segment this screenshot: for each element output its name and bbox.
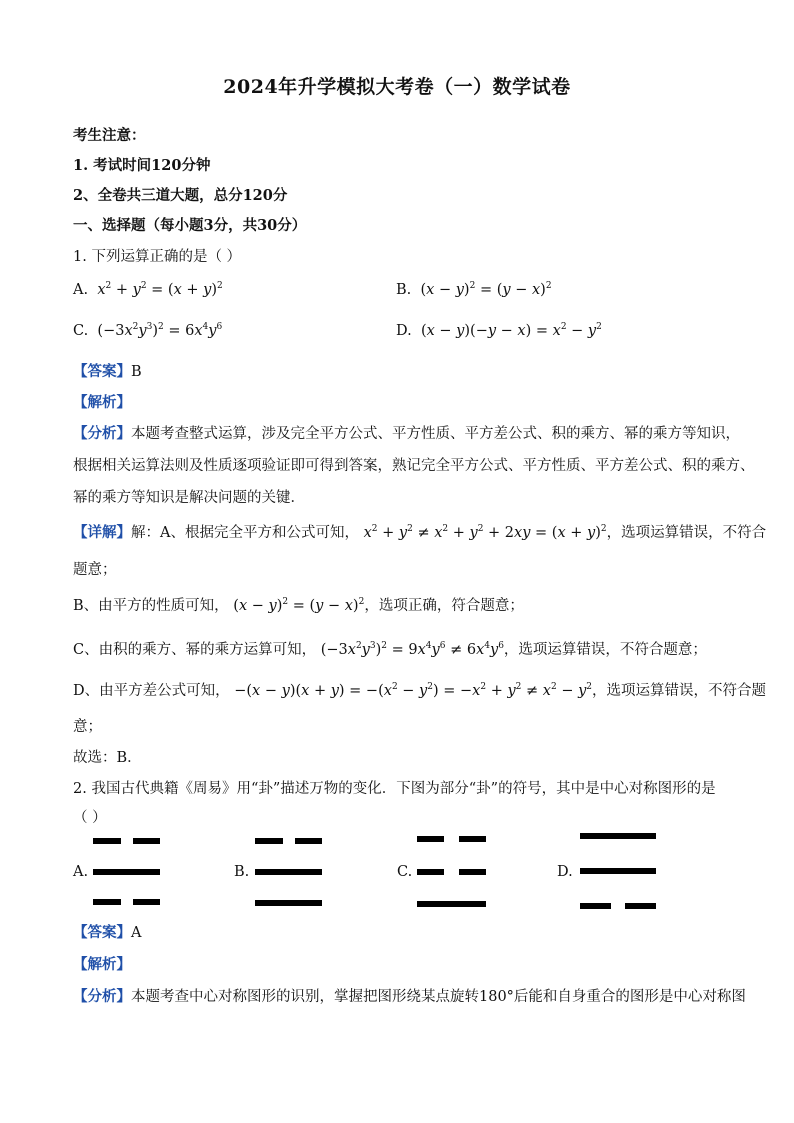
- q2-fenxi-line1: 【分析】本题考查中心对称图形的识别，掌握把图形绕某点旋转180°后能和自身重合的图形是中心对称图: [73, 988, 746, 1005]
- q1-option-a-formula: $x^2 + y^2 = (x + y)^2$: [97, 281, 223, 298]
- q1-option-c-formula: $(-3x^2y^3)^2 = 6x^4y^6$: [97, 322, 223, 339]
- q1-option-d-formula: $(x - y)(-y - x) = x^2 - y^2$: [420, 322, 602, 339]
- q2-answer: 【答案】A: [73, 924, 142, 941]
- q2-stem: 2. 我国古代典籍《周易》用“卦”描述万物的变化．下图为部分“卦”的符号，其中是中心对称图形的是: [73, 781, 716, 797]
- q1-detail-d-end: 意；: [73, 719, 102, 735]
- section-heading-choice: 一、选择题（每小题3分，共30分）: [73, 217, 307, 234]
- q1-choose: 故选：B．: [73, 750, 142, 766]
- q1-answer: 【答案】B: [73, 363, 142, 380]
- q1-fenxi-line2: 根据相关运算法则及性质逐项验证即可得到答案，熟记完全平方公式、平方性质、平方差公式、积的乘方、: [73, 458, 755, 474]
- q1-stem: 1. 下列运算正确的是（ ）: [73, 249, 242, 265]
- q1-option-c-label: C.: [73, 323, 89, 339]
- q1-detail-c: C、由积的乘方、幂的乘方运算可知， $(-3x^2y^3)^2 = 9x^4y^6 \ne 6x^4y^6$，选项运算错误，不符合题意；: [73, 641, 707, 658]
- page-title: 2024年升学模拟大考卷（一）数学试卷: [223, 76, 571, 98]
- notice-heading: 考生注意：: [73, 127, 146, 144]
- q2-option-c-label: C.: [397, 864, 413, 880]
- q1-detail-b: B、由平方的性质可知， $(x - y)^2 = (y - x)^2$，选项正确，符合题意；: [73, 597, 524, 614]
- q1-detail-d: D、由平方差公式可知， $-(x - y)(x + y) = -(x^2 - y^2) = -x^2 + y^2 \ne x^2 - y^2$，选项运算错误，不符合题: [73, 682, 767, 699]
- q1-option-b: [396, 282, 552, 298]
- q1-option-a-label: A.: [73, 282, 89, 298]
- q2-option-a-label: A.: [73, 864, 89, 880]
- q1-option-d-label: D.: [396, 323, 412, 339]
- notice-item-time: 1. 考试时间120分钟: [73, 157, 211, 174]
- notice-item-score: 2、全卷共三道大题，总分120分: [73, 187, 288, 204]
- q2-option-d-label: D.: [557, 864, 573, 880]
- q1-jiexi-tag: 【解析】: [73, 394, 131, 411]
- q1-detail-a: 【详解】解：A、根据完全平方和公式可知， $x^2 + y^2 \ne x^2 + y^2 + 2xy = (x + y)^2$，选项运算错误，不符合: [73, 524, 767, 541]
- q1-option-b-label: B.: [396, 282, 412, 298]
- q2-stem-paren: （ ）: [73, 810, 107, 826]
- q1-option-b-formula: $(x - y)^2 = (y - x)^2$: [420, 281, 552, 298]
- q2-option-b-label: B.: [234, 864, 250, 880]
- q1-fenxi-line3: 幂的乘方等知识是解决问题的关键．: [73, 490, 305, 506]
- q1-option-c: [73, 323, 222, 339]
- q1-detail-a-end: 题意；: [73, 562, 117, 578]
- q1-fenxi-line1: 【分析】本题考查整式运算，涉及完全平方公式、平方性质、平方差公式、积的乘方、幂的乘方等知识，: [73, 425, 740, 442]
- q1-option-a: [73, 282, 223, 298]
- q2-jiexi-tag: 【解析】: [73, 956, 131, 973]
- q1-option-d: [396, 323, 602, 339]
